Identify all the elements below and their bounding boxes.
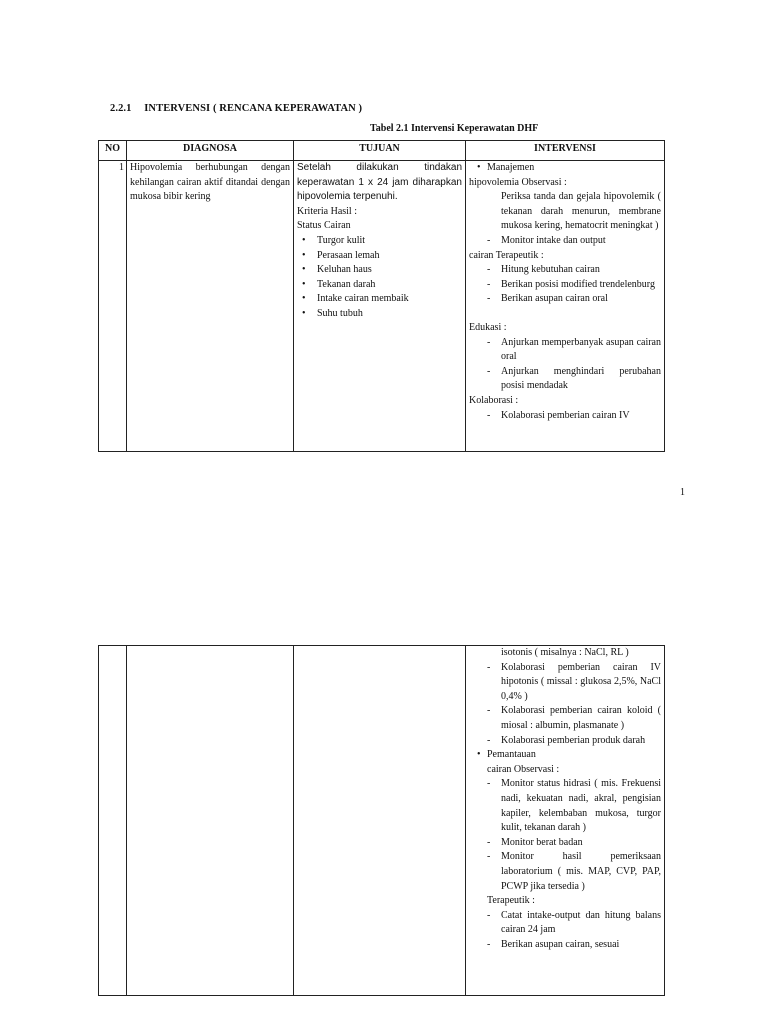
tujuan-intro: Setelah dilakukan tindakan keperawatan 1 x 24 jam diharapkan hipovolemia terpenuhi.	[297, 162, 462, 203]
tujuan-cell-empty	[294, 646, 466, 996]
row-number: 1	[99, 161, 127, 452]
list-item: - Monitor status hidrasi ( mis. Frekuensi nadi, kekuatan nadi, akral, pengisian kapiler, kelembaban mukosa, turgor kulit, tekanan darah )	[469, 777, 661, 835]
intervensi-cell	[466, 161, 665, 452]
list-item: - Berikan posisi modified trendelenburg	[469, 278, 661, 293]
list-item: • Suhu tubuh	[297, 307, 462, 322]
section-title: INTERVENSI ( RENCANA KEPERAWATAN )	[144, 103, 363, 114]
list-item: - Anjurkan menghindari perubahan posisi mendadak	[469, 365, 661, 394]
list-item: - Kolaborasi pemberian produk darah	[469, 734, 661, 749]
intervention-table-continued	[98, 645, 665, 996]
header-diagnosa: DIAGNOSA	[127, 141, 294, 161]
isotonis-text: isotonis ( misalnya : NaCl, RL )	[501, 647, 629, 658]
list-item: - Kolaborasi pemberian cairan IV hipotonis ( missal : glukosa 2,5%, NaCl 0,4% )	[469, 661, 661, 705]
list-item: • Turgor kulit	[297, 234, 462, 249]
kriteria-label: Kriteria Hasil :	[297, 205, 357, 217]
diagnosa-cell: Hipovolemia berhubungan dengan kehilangan cairan aktif ditandai dengan mukosa bibir kering	[127, 161, 294, 452]
table-header-row	[99, 141, 665, 161]
list-item: - Berikan asupan cairan oral	[469, 292, 661, 307]
list-item: - Berikan asupan cairan, sesuai	[469, 938, 661, 953]
intervention-table	[98, 140, 665, 452]
terapeutik-label-2: Terapeutik :	[487, 895, 535, 907]
list-item: - Anjurkan memperbanyak asupan cairan oral	[469, 336, 661, 365]
periksa-text: Periksa tanda dan gejala hipovolemik ( tekanan darah menurun, membrane mukosa kering, hematocrit meningkat )	[501, 191, 661, 232]
list-item: - Kolaborasi pemberian cairan koloid ( miosal : albumin, plasmanate )	[469, 704, 661, 733]
section-number: 2.2.1	[110, 103, 132, 114]
list-item: • Keluhan haus	[297, 263, 462, 278]
table-row	[99, 161, 665, 452]
list-item: - Monitor berat badan	[469, 836, 661, 851]
diagnosa-cell-empty	[127, 646, 294, 996]
pemantauan-title: • Pemantauan	[469, 748, 661, 763]
intervensi-cell-continued	[466, 646, 665, 996]
terapeutik-label: cairan Terapeutik :	[469, 249, 544, 261]
tujuan-cell	[294, 161, 466, 452]
list-item: • Perasaan lemah	[297, 249, 462, 264]
header-no: NO	[99, 141, 127, 161]
kriteria-list	[297, 234, 462, 322]
pemantauan-observasi: cairan Observasi :	[487, 763, 560, 775]
row-number-empty	[99, 646, 127, 996]
observasi-label: hipovolemia Observasi :	[469, 176, 567, 188]
manajemen-title: • Manajemen	[469, 161, 661, 176]
table-row	[99, 646, 665, 996]
header-tujuan: TUJUAN	[294, 141, 466, 161]
header-intervensi: INTERVENSI	[466, 141, 665, 161]
page-number: 1	[680, 487, 685, 498]
status-cairan-label: Status Cairan	[297, 220, 351, 232]
list-item: • Intake cairan membaik	[297, 292, 462, 307]
monitor-intake: - Monitor intake dan output	[469, 234, 661, 249]
edukasi-label: Edukasi :	[469, 321, 507, 333]
section-heading	[110, 102, 362, 117]
list-item: - Catat intake-output dan hitung balans cairan 24 jam	[469, 909, 661, 938]
list-item: - Monitor hasil pemeriksaan laboratorium ( mis. MAP, CVP, PAP, PCWP jika tersedia )	[469, 850, 661, 894]
kolaborasi-label: Kolaborasi :	[469, 394, 519, 406]
list-item: - Kolaborasi pemberian cairan IV	[469, 409, 661, 424]
list-item: - Hitung kebutuhan cairan	[469, 263, 661, 278]
table-caption: Tabel 2.1 Intervensi Keperawatan DHF	[370, 123, 539, 134]
list-item: • Tekanan darah	[297, 278, 462, 293]
